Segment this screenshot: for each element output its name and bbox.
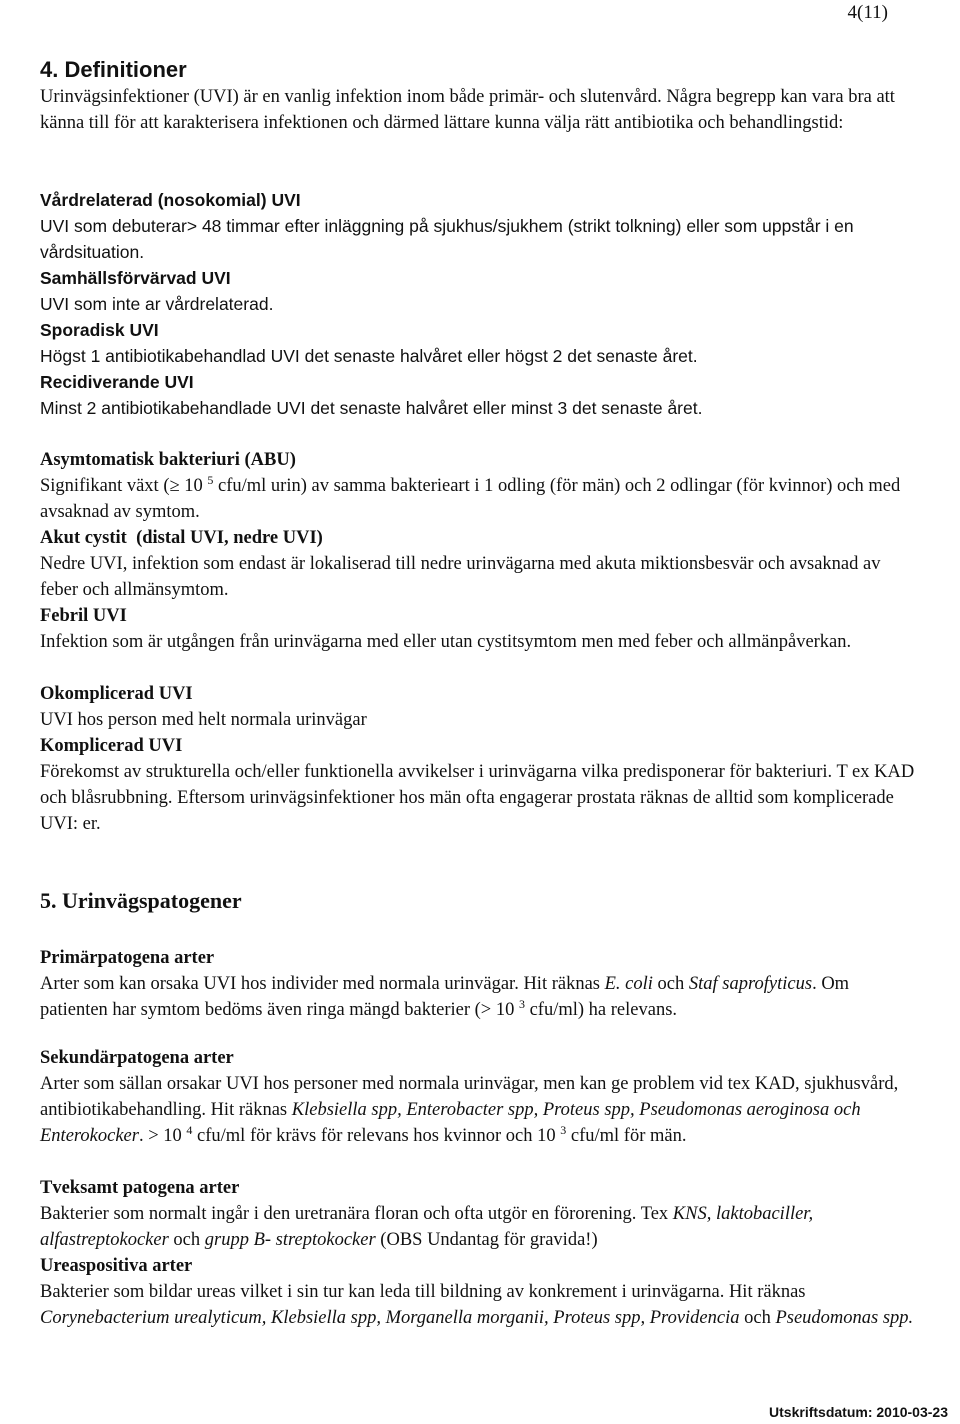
term-text: Högst 1 antibiotikabehandlad UVI det senaste halvåret eller högst 2 det senaste året. [40, 346, 698, 366]
term-title: Sporadisk UVI [40, 320, 159, 340]
term-title: Komplicerad UVI [40, 736, 183, 756]
definition-akut-cystit [40, 525, 920, 603]
text-fragment: Signifikant växt ( [40, 476, 170, 496]
text-fragment: Arter som sällan orsakar UVI hos personer med normala urinvägar, men kan ge problem vid tex KAD, sjukhusvård, antibiotikabehandling. Hit räknas [40, 1074, 899, 1120]
term-title: Sekundärpatogena arter [40, 1048, 234, 1068]
term-title: Febril UVI [40, 606, 127, 626]
species-name: grupp B- streptokocker [204, 1230, 376, 1250]
term-text [40, 473, 920, 525]
species-name: Klebsiella spp, Enterobacter spp, Proteus spp, Pseudomonas aeroginosa och Enterokocker [40, 1100, 861, 1146]
pathogen-sekundar [40, 1045, 920, 1149]
text-fragment: cfu/ml för krävs för relevans hos kvinnor och 10 [192, 1126, 561, 1146]
text-fragment: . Om patienten har symtom bedöms även ringa mängd bakterier (> 10 [40, 974, 850, 1020]
term-title: Ureaspositiva arter [40, 1256, 193, 1276]
text-fragment: cfu/ml urin) av samma bakterieart i 1 odling (för män) och 2 odlingar (för kvinnor) och med avsaknad av symtom. [40, 476, 901, 522]
text-fragment: cfu/ml) ha relevans. [524, 1000, 678, 1020]
print-date-footer: Utskriftsdatum: 2010-03-23 [769, 1404, 948, 1420]
term-text: UVI hos person med helt normala urinvägar [40, 710, 367, 730]
term-title: Primärpatogena arter [40, 948, 215, 968]
definition-febril [40, 603, 920, 655]
term-text: Minst 2 antibiotikabehandlade UVI det senaste halvåret eller minst 3 det senaste året. [40, 398, 703, 418]
term-text [40, 1279, 920, 1331]
exponent: 3 [560, 1123, 567, 1137]
section-heading-urinvagspatogener: 5. Urinvägspatogener [40, 888, 242, 913]
definition-abu [40, 447, 920, 525]
text-fragment: cfu/ml för män. [566, 1126, 687, 1146]
species-name: Staf saprofyticus [688, 974, 813, 994]
section-heading-definitioner: 4. Definitioner [40, 57, 187, 82]
text-fragment: Bakterier som bildar ureas vilket i sin tur kan leda till bildning av konkrement i urinvägarna. Hit räknas [40, 1282, 806, 1302]
term-title: Vårdrelaterad (nosokomial) UVI [40, 190, 301, 210]
text-fragment: (OBS Undantag för gravida!) [375, 1230, 598, 1250]
text-fragment: och [739, 1308, 776, 1328]
definition-komplicerad [40, 733, 920, 837]
species-name: Corynebacterium urealyticum, Klebsiella spp, Morganella morganii, Proteus spp, Providencia [40, 1308, 740, 1328]
term-text: Infektion som är utgången från urinvägarna med eller utan cystitsymtom men med feber och allmänpåverkan. [40, 632, 852, 652]
term-title: Samhällsförvärvad UVI [40, 268, 231, 288]
text-fragment: 10 [179, 476, 208, 496]
definition-okomplicerad [40, 681, 920, 733]
term-text [40, 1201, 920, 1253]
text-fragment: . > 10 [138, 1126, 187, 1146]
term-text: UVI som inte ar vårdrelaterad. [40, 294, 274, 314]
term-title: Tveksamt patogena arter [40, 1178, 240, 1198]
pathogen-ureaspositiva [40, 1253, 920, 1331]
species-name: Pseudomonas spp. [775, 1308, 914, 1328]
definition-recidiverande [40, 369, 920, 421]
term-text: UVI som debuterar> 48 timmar efter inläggning på sjukhus/sjukhem (strikt tolkning) eller som uppstår i en vårdsituation. [40, 216, 854, 262]
pathogen-tveksamt [40, 1175, 920, 1253]
definition-sporadisk [40, 317, 920, 369]
text-fragment: och [652, 974, 689, 994]
term-title: Akut cystit (distal UVI, nedre UVI) [40, 528, 323, 548]
exponent: 4 [186, 1123, 193, 1137]
species-name: E. coli [604, 974, 653, 994]
term-title: Okomplicerad UVI [40, 684, 193, 704]
term-text: Nedre UVI, infektion som endast är lokaliserad till nedre urinvägarna med akuta miktionsbesvär och avsaknad av feber och allmänsymtom. [40, 554, 881, 600]
term-title: Recidiverande UVI [40, 372, 194, 392]
species-name: KNS, laktobaciller, alfastreptokocker [40, 1204, 814, 1250]
ge-symbol: ≥ [169, 476, 180, 496]
text-fragment: Arter som kan orsaka UVI hos individer med normala urinvägar. Hit räknas [40, 974, 605, 994]
definition-samhallsforvarvad [40, 265, 920, 317]
page-number: 4(11) [847, 2, 888, 23]
intro-paragraph: Urinvägsinfektioner (UVI) är en vanlig infektion inom både primär- och slutenvård. Några begrepp kan vara bra att känna till för att karakterisera infektionen och därmed lättare kunna välja rätt antibiotika och behandlingstid: [40, 87, 895, 133]
exponent: 5 [207, 473, 214, 487]
definition-vardrelaterad [40, 187, 920, 265]
pathogen-primar [40, 945, 920, 1023]
term-text: Förekomst av strukturella och/eller funktionella avvikelser i urinvägarna vilka predisponerar för bakteriuri. T ex KAD och blåsrubbning. Eftersom urinvägsinfektioner hos män ofta engagerar prostata räknas de alltid som komplicerade UVI: er. [40, 762, 915, 834]
term-text [40, 971, 920, 1023]
term-text [40, 1071, 920, 1149]
text-fragment: och [168, 1230, 205, 1250]
text-fragment: Bakterier som normalt ingår i den uretranära floran och ofta utgör en förorening. Tex [40, 1204, 673, 1224]
term-title: Asymtomatisk bakteriuri (ABU) [40, 450, 296, 470]
exponent: 3 [518, 997, 525, 1011]
